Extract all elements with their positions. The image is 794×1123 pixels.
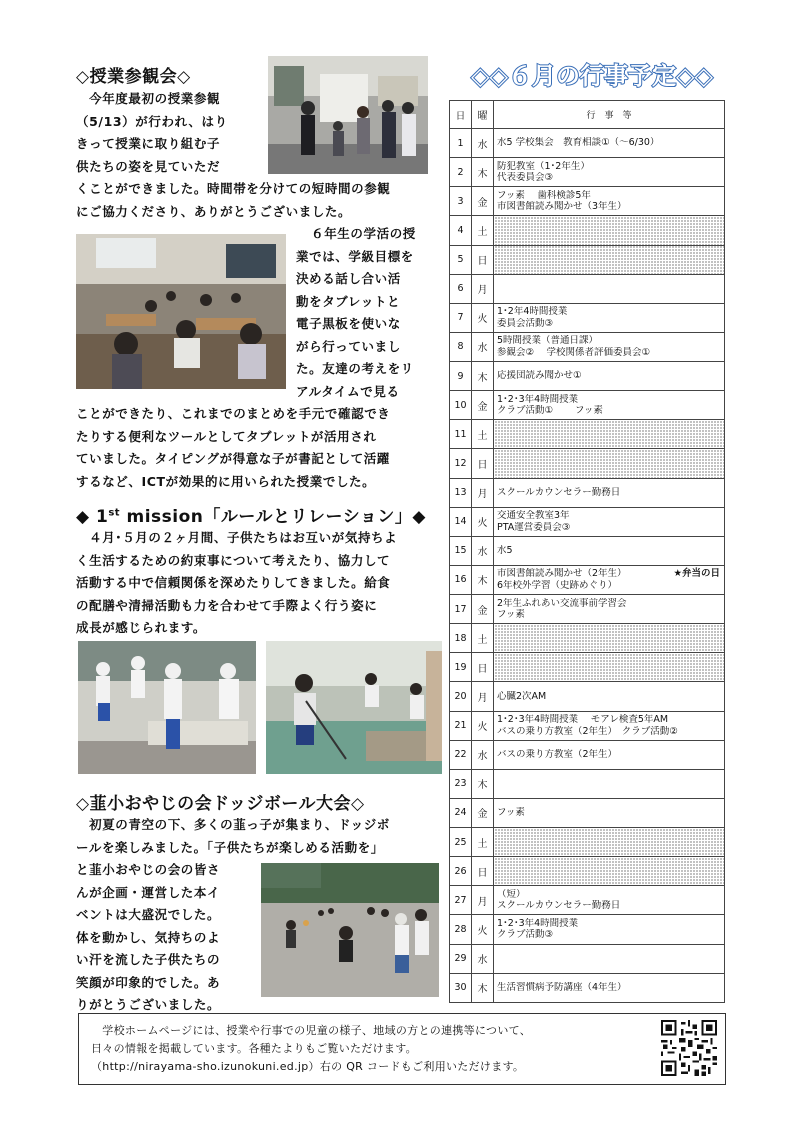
- day-cell: 18: [450, 624, 472, 653]
- text-line: ールを楽しみました。「子供たちが楽しめる活動を」: [76, 839, 384, 855]
- events-wrapper: [497, 161, 724, 184]
- events-cell: [494, 478, 725, 507]
- text-line: 電子黒板を使いな: [296, 316, 401, 331]
- day-cell: 5: [450, 245, 472, 274]
- schedule-title: [442, 58, 742, 92]
- weekday-cell: 木: [472, 565, 494, 594]
- events-wrapper: [497, 982, 724, 994]
- text-line: ベントは大盛況でした。: [76, 907, 221, 922]
- text-line: の配膳や清掃活動も力を合わせて手際よく行う姿に: [76, 597, 378, 613]
- event-text: フッ素 歯科検診5年: [497, 189, 591, 201]
- day-cell: 24: [450, 798, 472, 827]
- events-cell: [494, 565, 725, 594]
- events-cell: [494, 449, 725, 478]
- weekday-cell: 金: [472, 187, 494, 216]
- event-text: 委員会活動③: [497, 317, 554, 329]
- events-cell: [494, 944, 725, 973]
- event-text: スクールカウンセラー勤務日: [497, 900, 621, 912]
- events-cell: [494, 158, 725, 187]
- table-row: [450, 828, 725, 857]
- event-text: 参観会② 学校関係者評価委員会①: [497, 346, 651, 358]
- weekday-cell: 水: [472, 944, 494, 973]
- text-line: 供たちの姿を見ていただ: [76, 158, 221, 174]
- cleaning-photo: [266, 641, 442, 774]
- weekday-cell: 月: [472, 478, 494, 507]
- events-cell: [494, 129, 725, 158]
- table-row: [450, 944, 725, 973]
- dodgeball-text-2: [76, 859, 256, 1017]
- events-wrapper: [497, 370, 724, 382]
- day-cell: 13: [450, 478, 472, 507]
- table-row: [450, 332, 725, 361]
- text-line: りがとうございました。: [76, 997, 221, 1012]
- table-row: [450, 507, 725, 536]
- event-text: 1･2･3年4時間授業 モアレ検査5年AM: [497, 714, 669, 726]
- event-text: 1･2年4時間授業: [497, 306, 568, 318]
- event-text: 代表委員会③: [497, 172, 554, 184]
- day-cell: 8: [450, 332, 472, 361]
- dodgeball-heading: ◇韮小おやじの会ドッジボール大会◇: [76, 794, 365, 814]
- weekday-cell: 月: [472, 886, 494, 915]
- day-cell: 17: [450, 595, 472, 624]
- mission-text: [76, 527, 432, 640]
- text-line: がら行っていまし: [296, 338, 401, 354]
- events-wrapper: [497, 394, 724, 417]
- events-cell: [494, 391, 725, 420]
- events-cell: [494, 274, 725, 303]
- day-cell: 6: [450, 274, 472, 303]
- event-text: 5時間授業（普通日課）: [497, 335, 599, 347]
- day-cell: 10: [450, 391, 472, 420]
- day-cell: 27: [450, 886, 472, 915]
- weekday-cell: 金: [472, 595, 494, 624]
- table-row: [450, 158, 725, 187]
- event-text: 市図書館読み聞かせ（3年生）: [497, 201, 627, 213]
- day-cell: 30: [450, 973, 472, 1002]
- events-cell: [494, 769, 725, 798]
- events-wrapper: [497, 510, 724, 533]
- table-row: [450, 216, 725, 245]
- day-cell: 23: [450, 769, 472, 798]
- day-cell: 29: [450, 944, 472, 973]
- mission-heading: [76, 502, 426, 527]
- weekday-cell: 水: [472, 536, 494, 565]
- table-row: [450, 303, 725, 332]
- lunch-day-note: ★弁当の日: [673, 568, 720, 580]
- text-line: ことができたり、これまでのまとめを手元で確認でき: [76, 406, 391, 421]
- events-wrapper: [497, 807, 724, 819]
- day-cell: 4: [450, 216, 472, 245]
- events-cell: [494, 798, 725, 827]
- footer-text: [91, 1022, 531, 1076]
- day-cell: 11: [450, 420, 472, 449]
- text-line: たりする便利なツールとしてタブレットが活用され: [76, 428, 377, 444]
- text-line: ６年生の学活の授: [298, 226, 416, 241]
- table-row: [450, 565, 725, 594]
- events-wrapper: [497, 889, 724, 912]
- weekday-cell: 日: [472, 653, 494, 682]
- text-line: 成長が感じられます。: [76, 620, 207, 635]
- events-cell: [494, 245, 725, 274]
- events-cell: [494, 362, 725, 391]
- text-line: 笑顔が印象的でした。あ: [76, 974, 221, 990]
- text-line: ４月･５月の２ヶ月間、子供たちはお互いが気持ちよ: [76, 530, 398, 545]
- header-day: 日: [450, 101, 472, 129]
- weekday-cell: 土: [472, 624, 494, 653]
- events-cell: [494, 711, 725, 740]
- open-class-heading: ◇授業参観会◇: [76, 67, 191, 87]
- dodgeball-text: [76, 814, 432, 859]
- event-text: 交通安全教室3年: [497, 510, 570, 522]
- day-cell: 1: [450, 129, 472, 158]
- event-text: 防犯教室（1･2年生）: [497, 160, 590, 172]
- table-row: [450, 711, 725, 740]
- day-cell: 22: [450, 740, 472, 769]
- table-row: [450, 420, 725, 449]
- weekday-cell: 水: [472, 740, 494, 769]
- events-wrapper: [497, 487, 724, 499]
- day-cell: 7: [450, 303, 472, 332]
- weekday-cell: 金: [472, 798, 494, 827]
- events-wrapper: [497, 545, 724, 557]
- event-text: クラブ活動③: [497, 929, 554, 941]
- table-row: [450, 886, 725, 915]
- day-cell: 9: [450, 362, 472, 391]
- event-text: 応援団読み聞かせ①: [497, 370, 582, 382]
- table-row: [450, 362, 725, 391]
- table-row: [450, 449, 725, 478]
- text-line: と韮小おやじの会の皆さ: [76, 862, 221, 877]
- table-row: [450, 653, 725, 682]
- lunch-serving-photo: [78, 641, 256, 774]
- table-row: [450, 595, 725, 624]
- text-line: きって授業に取り組む子: [76, 136, 221, 151]
- schedule-body: [450, 129, 725, 1003]
- mission-heading-post: mission「ルールとリレーション」◆: [120, 507, 426, 527]
- weekday-cell: 月: [472, 682, 494, 711]
- footer-line: （http://nirayama-sho.izunokuni.ed.jp）右の QR コードもご利用いただけます。: [91, 1060, 525, 1073]
- events-wrapper: [497, 190, 724, 213]
- events-cell: [494, 828, 725, 857]
- weekday-cell: 日: [472, 449, 494, 478]
- weekday-cell: 土: [472, 216, 494, 245]
- events-cell: [494, 915, 725, 944]
- table-row: [450, 391, 725, 420]
- table-row: [450, 274, 725, 303]
- events-cell: [494, 682, 725, 711]
- text-line: （5/13）が行われ、はり: [76, 113, 228, 129]
- day-cell: 19: [450, 653, 472, 682]
- day-cell: 21: [450, 711, 472, 740]
- weekday-cell: 水: [472, 129, 494, 158]
- text-line: んが企画・運営した本イ: [76, 884, 221, 900]
- table-row: [450, 187, 725, 216]
- events-cell: [494, 303, 725, 332]
- weekday-cell: 土: [472, 828, 494, 857]
- events-cell: [494, 857, 725, 886]
- day-cell: 15: [450, 536, 472, 565]
- ict-class-text: [76, 223, 428, 493]
- day-cell: 26: [450, 857, 472, 886]
- text-line: 初夏の青空の下、多くの韮っ子が集まり、ドッジボ: [76, 817, 390, 832]
- events-wrapper: [497, 306, 724, 329]
- text-line: 活動する中で信頼関係を深めたりしてきました。給食: [76, 575, 391, 590]
- event-schedule-table: [449, 100, 725, 1003]
- text-line: た。友達の考えをリ: [296, 361, 414, 376]
- events-wrapper: [497, 918, 724, 941]
- footer-line: 日々の情報を掲載しています。各種たよりもご覧いただけます。: [91, 1042, 417, 1055]
- events-cell: [494, 187, 725, 216]
- open-class-text: [76, 88, 426, 223]
- footer-line: 学校ホームページには、授業や行事での児童の様子、地域の方との連携等について、: [91, 1024, 532, 1037]
- day-cell: 3: [450, 187, 472, 216]
- event-text: 2年生ふれあい交流事前学習会: [497, 597, 627, 609]
- table-header-row: [450, 101, 725, 129]
- event-text: （短）: [497, 888, 526, 900]
- dodgeball-photo: [261, 863, 439, 997]
- text-line: にご協力くださり、ありがとうございました。: [76, 203, 352, 219]
- weekday-cell: 火: [472, 915, 494, 944]
- text-line: アルタイムで見る: [296, 383, 400, 399]
- weekday-cell: 金: [472, 391, 494, 420]
- events-cell: [494, 595, 725, 624]
- events-wrapper: [497, 568, 724, 591]
- event-text: 生活習慣病予防講座（4年生）: [497, 981, 627, 993]
- weekday-cell: 木: [472, 362, 494, 391]
- text-line: するなど、ICTが効果的に用いられた授業でした。: [76, 473, 376, 489]
- events-cell: [494, 216, 725, 245]
- table-row: [450, 769, 725, 798]
- table-row: [450, 624, 725, 653]
- day-cell: 14: [450, 507, 472, 536]
- schedule-title-text: ◇◇６月の行事予定◇◇: [471, 62, 713, 90]
- events-wrapper: [497, 749, 724, 761]
- text-line: 動をタブレットと: [296, 293, 401, 309]
- event-text: 市図書館読み聞かせ（2年生）: [497, 568, 627, 580]
- events-wrapper: [497, 691, 724, 703]
- event-text: 心臓2次AM: [497, 690, 547, 702]
- weekday-cell: 火: [472, 711, 494, 740]
- day-cell: 2: [450, 158, 472, 187]
- table-row: [450, 478, 725, 507]
- event-text: 水5: [497, 545, 513, 557]
- event-text: バスの乗り方教室（2年生） クラブ活動②: [497, 725, 678, 737]
- weekday-cell: 水: [472, 332, 494, 361]
- day-cell: 20: [450, 682, 472, 711]
- event-text: 1･2･3年4時間授業: [497, 917, 579, 929]
- events-wrapper: [497, 137, 724, 149]
- events-wrapper: [497, 598, 724, 621]
- day-cell: 12: [450, 449, 472, 478]
- weekday-cell: 火: [472, 303, 494, 332]
- table-row: [450, 798, 725, 827]
- table-row: [450, 129, 725, 158]
- weekday-cell: 木: [472, 158, 494, 187]
- events-cell: [494, 507, 725, 536]
- header-weekday: 曜: [472, 101, 494, 129]
- weekday-cell: 月: [472, 274, 494, 303]
- weekday-cell: 木: [472, 973, 494, 1002]
- event-text: フッ素: [497, 807, 525, 819]
- table-row: [450, 915, 725, 944]
- events-cell: [494, 420, 725, 449]
- event-text: バスの乗り方教室（2年生）: [497, 748, 618, 760]
- day-cell: 25: [450, 828, 472, 857]
- events-cell: [494, 886, 725, 915]
- event-text: スクールカウンセラー勤務日: [497, 486, 621, 498]
- event-text: フッ素: [497, 609, 525, 621]
- events-cell: [494, 624, 725, 653]
- events-cell: [494, 740, 725, 769]
- weekday-cell: 土: [472, 420, 494, 449]
- table-row: [450, 682, 725, 711]
- text-line: ていました。タイピングが得意な子が書記として活躍: [76, 451, 390, 466]
- mission-heading-pre: ◆ 1: [76, 507, 109, 527]
- events-cell: [494, 973, 725, 1002]
- weekday-cell: 木: [472, 769, 494, 798]
- event-text: PTA運営委員会③: [497, 521, 571, 533]
- text-line: く生活するための約束事について考えたり、協力して: [76, 552, 391, 568]
- text-line: 業では、学級目標を: [296, 248, 414, 264]
- day-cell: 16: [450, 565, 472, 594]
- weekday-cell: 火: [472, 507, 494, 536]
- event-text: 6年校外学習（史跡めぐり）: [497, 579, 618, 591]
- event-text: クラブ活動① フッ素: [497, 405, 603, 417]
- day-cell: 28: [450, 915, 472, 944]
- table-row: [450, 740, 725, 769]
- qr-code-icon[interactable]: [661, 1020, 717, 1076]
- events-cell: [494, 332, 725, 361]
- event-text: 1･2･3年4時間授業: [497, 393, 579, 405]
- text-line: い汗を流した子供たちの: [76, 952, 221, 967]
- events-wrapper: [497, 714, 724, 737]
- weekday-cell: 日: [472, 857, 494, 886]
- mission-heading-sup: st: [108, 507, 121, 519]
- footer-box: [78, 1013, 726, 1085]
- text-line: 体を動かし、気持ちのよ: [76, 929, 221, 945]
- events-cell: [494, 653, 725, 682]
- text-line: 今年度最初の授業参観: [76, 91, 221, 106]
- text-line: 決める話し合い活: [296, 271, 401, 286]
- table-row: [450, 973, 725, 1002]
- event-text: 水5 学校集会 教育相談①（～6/30）: [497, 137, 660, 149]
- table-row: [450, 245, 725, 274]
- table-row: [450, 857, 725, 886]
- weekday-cell: 日: [472, 245, 494, 274]
- header-events: 行 事 等: [494, 101, 725, 129]
- text-line: くことができました。時間帯を分けての短時間の参観: [76, 181, 391, 196]
- events-wrapper: [497, 335, 724, 358]
- events-cell: [494, 536, 725, 565]
- table-row: [450, 536, 725, 565]
